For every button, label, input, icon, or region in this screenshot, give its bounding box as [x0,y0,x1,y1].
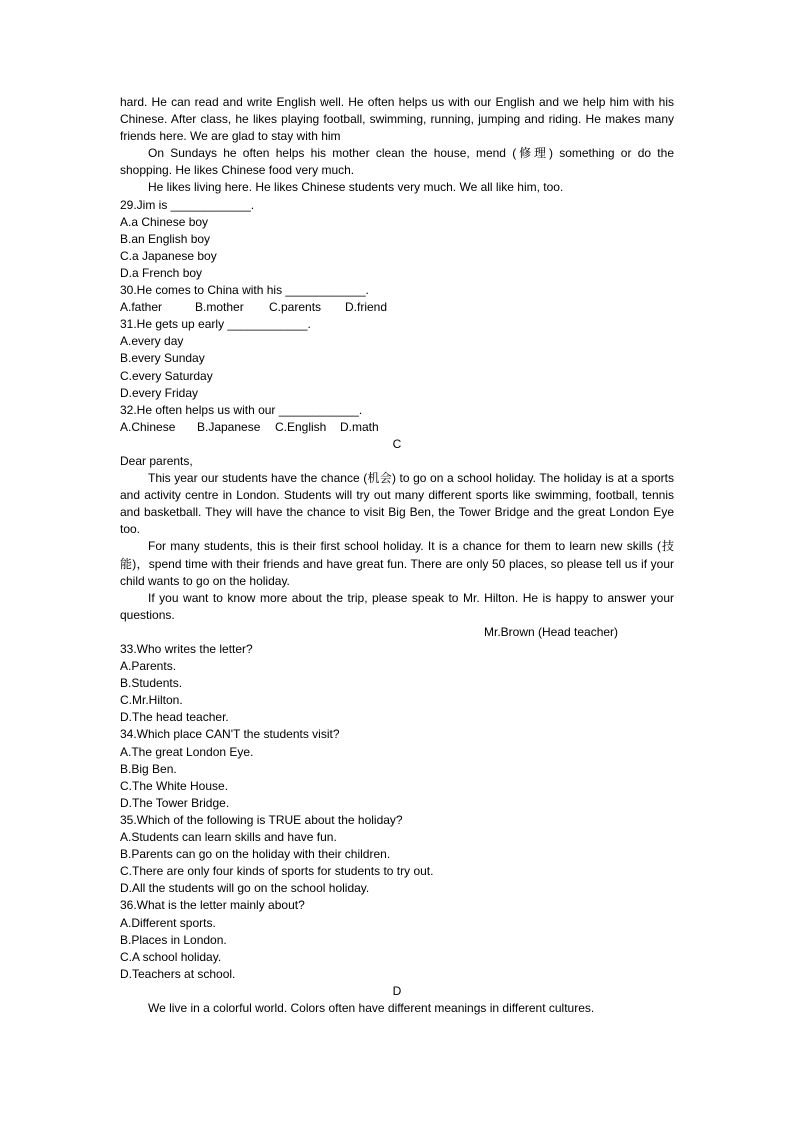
passage-b-paragraph-2: On Sundays he often helps his mother clean the house, mend (修理) something or do the shopping. He likes Chinese food very much. [120,146,674,178]
section-d-label: D [392,983,402,998]
letter-signature: Mr.Brown (Head teacher) [484,624,619,639]
question-31-option-b: B.every Sunday [120,351,205,366]
question-32-option-d: D.math [340,419,379,434]
question-36-option-a: A.Different sports. [120,915,216,930]
question-29-option-b: B.an English boy [120,231,211,246]
question-35-stem: 35.Which of the following is TRUE about the holiday? [120,812,403,827]
letter-greeting: Dear parents, [120,453,193,468]
passage-b-paragraph-1: hard. He can read and write English well. He often helps us with our English and we help him with his Chinese. After class, he likes playing football, swimming, running, jumping and riding. He makes many friends here. We are glad to stay with him [120,95,674,144]
question-31-stem: 31.He gets up early ____________. [120,317,311,332]
question-29-stem: 29.Jim is ____________. [120,197,255,212]
question-33-stem: 33.Who writes the letter? [120,642,253,656]
question-32-option-a: A.Chinese [120,419,176,434]
question-33-option-c: C.Mr.Hilton. [120,693,183,708]
section-c-label: C [392,436,402,451]
question-32-stem: 32.He often helps us with our ____________. [120,402,363,417]
question-36-option-d: D.Teachers at school. [120,966,236,981]
question-35-option-d: D.All the students will go on the school holiday. [120,881,370,896]
question-29-option-c: C.a Japanese boy [120,248,217,263]
question-30-option-a: A.father [120,300,163,315]
question-33-option-a: A.Parents. [120,659,177,674]
question-34-option-b: B.Big Ben. [120,761,177,776]
question-30-option-c: C.parents [269,300,322,315]
passage-d-paragraph-1: We live in a colorful world. Colors often have different meanings in different cultures. [148,1000,595,1015]
question-33-option-d: D.The head teacher. [120,710,229,725]
question-31-option-d: D.every Friday [120,385,199,400]
question-32-option-b: B.Japanese [197,419,261,434]
document-page [120,94,674,1017]
question-36-option-c: C.A school holiday. [120,949,222,964]
passage-b-paragraph-3: He likes living here. He likes Chinese students very much. We all like him, too. [148,180,564,195]
question-30-option-d: D.friend [345,300,388,315]
question-30-stem: 30.He comes to China with his ____________. [120,283,369,298]
question-36-stem: 36.What is the letter mainly about? [120,898,305,913]
question-36-option-b: B.Places in London. [120,932,227,947]
question-34-option-a: A.The great London Eye. [120,744,254,759]
question-34-option-c: C.The White House. [120,778,229,793]
question-32-options [120,419,674,436]
question-32-option-c: C.English [275,419,327,434]
question-34-stem: 34.Which place CAN'T the students visit? [120,727,340,742]
letter-paragraph-3: If you want to know more about the trip, please speak to Mr. Hilton. He is happy to answer your questions. [120,590,674,622]
letter-paragraph-1: This year our students have the chance (机会) to go on a school holiday. The holiday is at a sports and activity centre in London. Students will try out many different sports like swimming, football, tennis and basketball. They will have the chance to visit Big Ben, the Tower Bridge and the great London Eye too. [120,471,674,537]
question-35-option-b: B.Parents can go on the holiday with their children. [120,847,391,862]
question-29-option-d: D.a French boy [120,265,203,280]
question-35-option-a: A.Students can learn skills and have fun. [120,830,337,845]
question-29-option-a: A.a Chinese boy [120,214,209,229]
letter-paragraph-2: For many students, this is their first school holiday. It is a chance for them to learn new skills (技能)，spend time with their friends and have great fun. There are only 50 places, so please tell us if your child wants to go on the holiday. [120,539,674,588]
question-30-options [120,299,674,316]
question-34-option-d: D.The Tower Bridge. [120,795,230,810]
question-31-option-a: A.every day [120,334,184,349]
question-35-option-c: C.There are only four kinds of sports for students to try out. [120,864,434,879]
question-33-option-b: B.Students. [120,676,183,691]
question-31-option-c: C.every Saturday [120,368,213,383]
question-30-option-b: B.mother [195,300,244,315]
